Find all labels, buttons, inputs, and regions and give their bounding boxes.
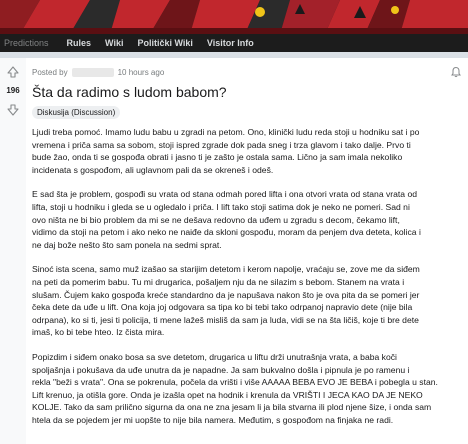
text-line: odrpana), ko si ti, jesi ti policija, ti mene lažeš misliš da sam ja luda, vidi se na šta ličiš, koje ti bre dete: [32, 314, 419, 325]
banner-pattern: [0, 0, 468, 34]
text-line: bude žao, onda ti se gospođa obrati i jasno ti je zašto je ostala sama. Lično ja sam imala nekoliko: [32, 152, 403, 163]
nav-rules[interactable]: Rules: [66, 38, 92, 48]
text-line: KOLJE. Tako da sam prilično sigurna da ona ne zna jesam li ja bila stvarna ili plod njene šize, i onda sam: [32, 402, 432, 413]
post-paragraph: [32, 126, 460, 176]
text-line: na peti da pomerim babu. Tu mi drugarica, pošaljem nju da ne silazim s bebom. Stanem na vrata i: [32, 276, 405, 287]
text-line: imaš, ko bi tebe hteo. Iz čista mira.: [32, 327, 165, 338]
text-line: Popizdim i siđem onako bosa sa sve detetom, drugarica u liftu drži unutrašnja vrata, a baba koči: [32, 351, 397, 362]
post-meta: [32, 68, 164, 77]
post-body: [32, 126, 460, 438]
bell-icon[interactable]: [450, 66, 462, 78]
post-paragraph: [32, 263, 460, 339]
subreddit-navbar: [0, 34, 468, 52]
vote-score: 196: [6, 86, 20, 95]
text-line: vremena i priča sama sa sobom, stoji ispred zgrade dok pada sneg i trza glavom i tako dalje. Prvo ti: [32, 139, 411, 150]
redacted-username[interactable]: [72, 68, 114, 77]
text-line: spoljašnja i pokušava da uđe unutra da je napadne. Ja sam bukvalno došla i pipnula je po ramenu i: [32, 364, 410, 375]
text-line: ovo ništa ne bi bio problem da mi se ne dešava redovno da uđem u zgradu s decom, čekamo lift,: [32, 214, 400, 225]
vote-column: [0, 58, 26, 444]
text-line: čeka dete da uđe u lift. Ona koja joj odgovara sa tipa ko bi tebi tako odrpanoj napravio dete (nije bila: [32, 302, 413, 313]
text-line: lifta, stoji u hodniku i gleda se u ogledalo i priča. I lift tako stoji satima dok je neko ne pomeri. Sad ni: [32, 201, 410, 212]
text-line: E sad šta je problem, gospođi su vrata od stana odmah pored lifta i ona otvori vrata od stana vrata od: [32, 189, 418, 200]
text-line: htela da se pojedem jer mi uopšte to nije bila namera. Međutim, s gospođom na finjaka ne radi.: [32, 414, 394, 425]
post-flair[interactable]: Diskusija (Discussion): [32, 106, 120, 119]
subreddit-banner: [0, 0, 468, 34]
nav-politicki-wiki[interactable]: Politički Wiki: [137, 38, 193, 48]
post-paragraph: [32, 351, 460, 427]
text-line: incidenata s gospođom, ali uglavnom pali da se okreneš i odeš.: [32, 164, 274, 175]
post-time[interactable]: 10 hours ago: [117, 68, 165, 77]
posted-by-label: Posted by: [32, 68, 68, 77]
text-line: rekla "beži s vrata". Ona se pokrenula, počela da vrišti i više AAAAA BEBA EVO JE BEBA i pobegla u stan.: [32, 377, 438, 388]
text-line: Lift krenuo, ja otišla gore. Onda je izašla opet na hodnik i krenula da VRIŠTI I JECA KAO DA JE NEKO: [32, 389, 423, 400]
text-line: ne daj bože nešto što sam ponela na sedmi sprat.: [32, 239, 222, 250]
text-line: vidimo da stoji na petom i ako neko ne naiđe da skloni gospođu, moram da penjem dva deteta, kolica i: [32, 227, 421, 238]
nav-wiki[interactable]: Wiki: [105, 38, 124, 48]
text-line: slušam. Čujem kako gospođa kreće standardno da je napušava nakon što je ova pita da se pomeri jer: [32, 289, 420, 300]
post-paragraph: [32, 188, 460, 251]
upvote-arrow-icon[interactable]: [7, 66, 19, 78]
post-card: [0, 58, 468, 444]
nav-predictions[interactable]: Predictions: [4, 38, 49, 48]
post-title[interactable]: Šta da radimo s ludom babom?: [32, 84, 227, 100]
downvote-arrow-icon[interactable]: [7, 104, 19, 116]
text-line: Sinoć ista scena, samo muž izašao sa starijim detetom i kerom napolje, vraćaju se, zove me da siđem: [32, 264, 420, 275]
nav-visitor-info[interactable]: Visitor Info: [206, 38, 254, 48]
text-line: Ljudi treba pomoć. Imamo ludu babu u zgradi na petom. Ono, klinički ludu reda stoji u hodniku sat i po: [32, 127, 420, 137]
